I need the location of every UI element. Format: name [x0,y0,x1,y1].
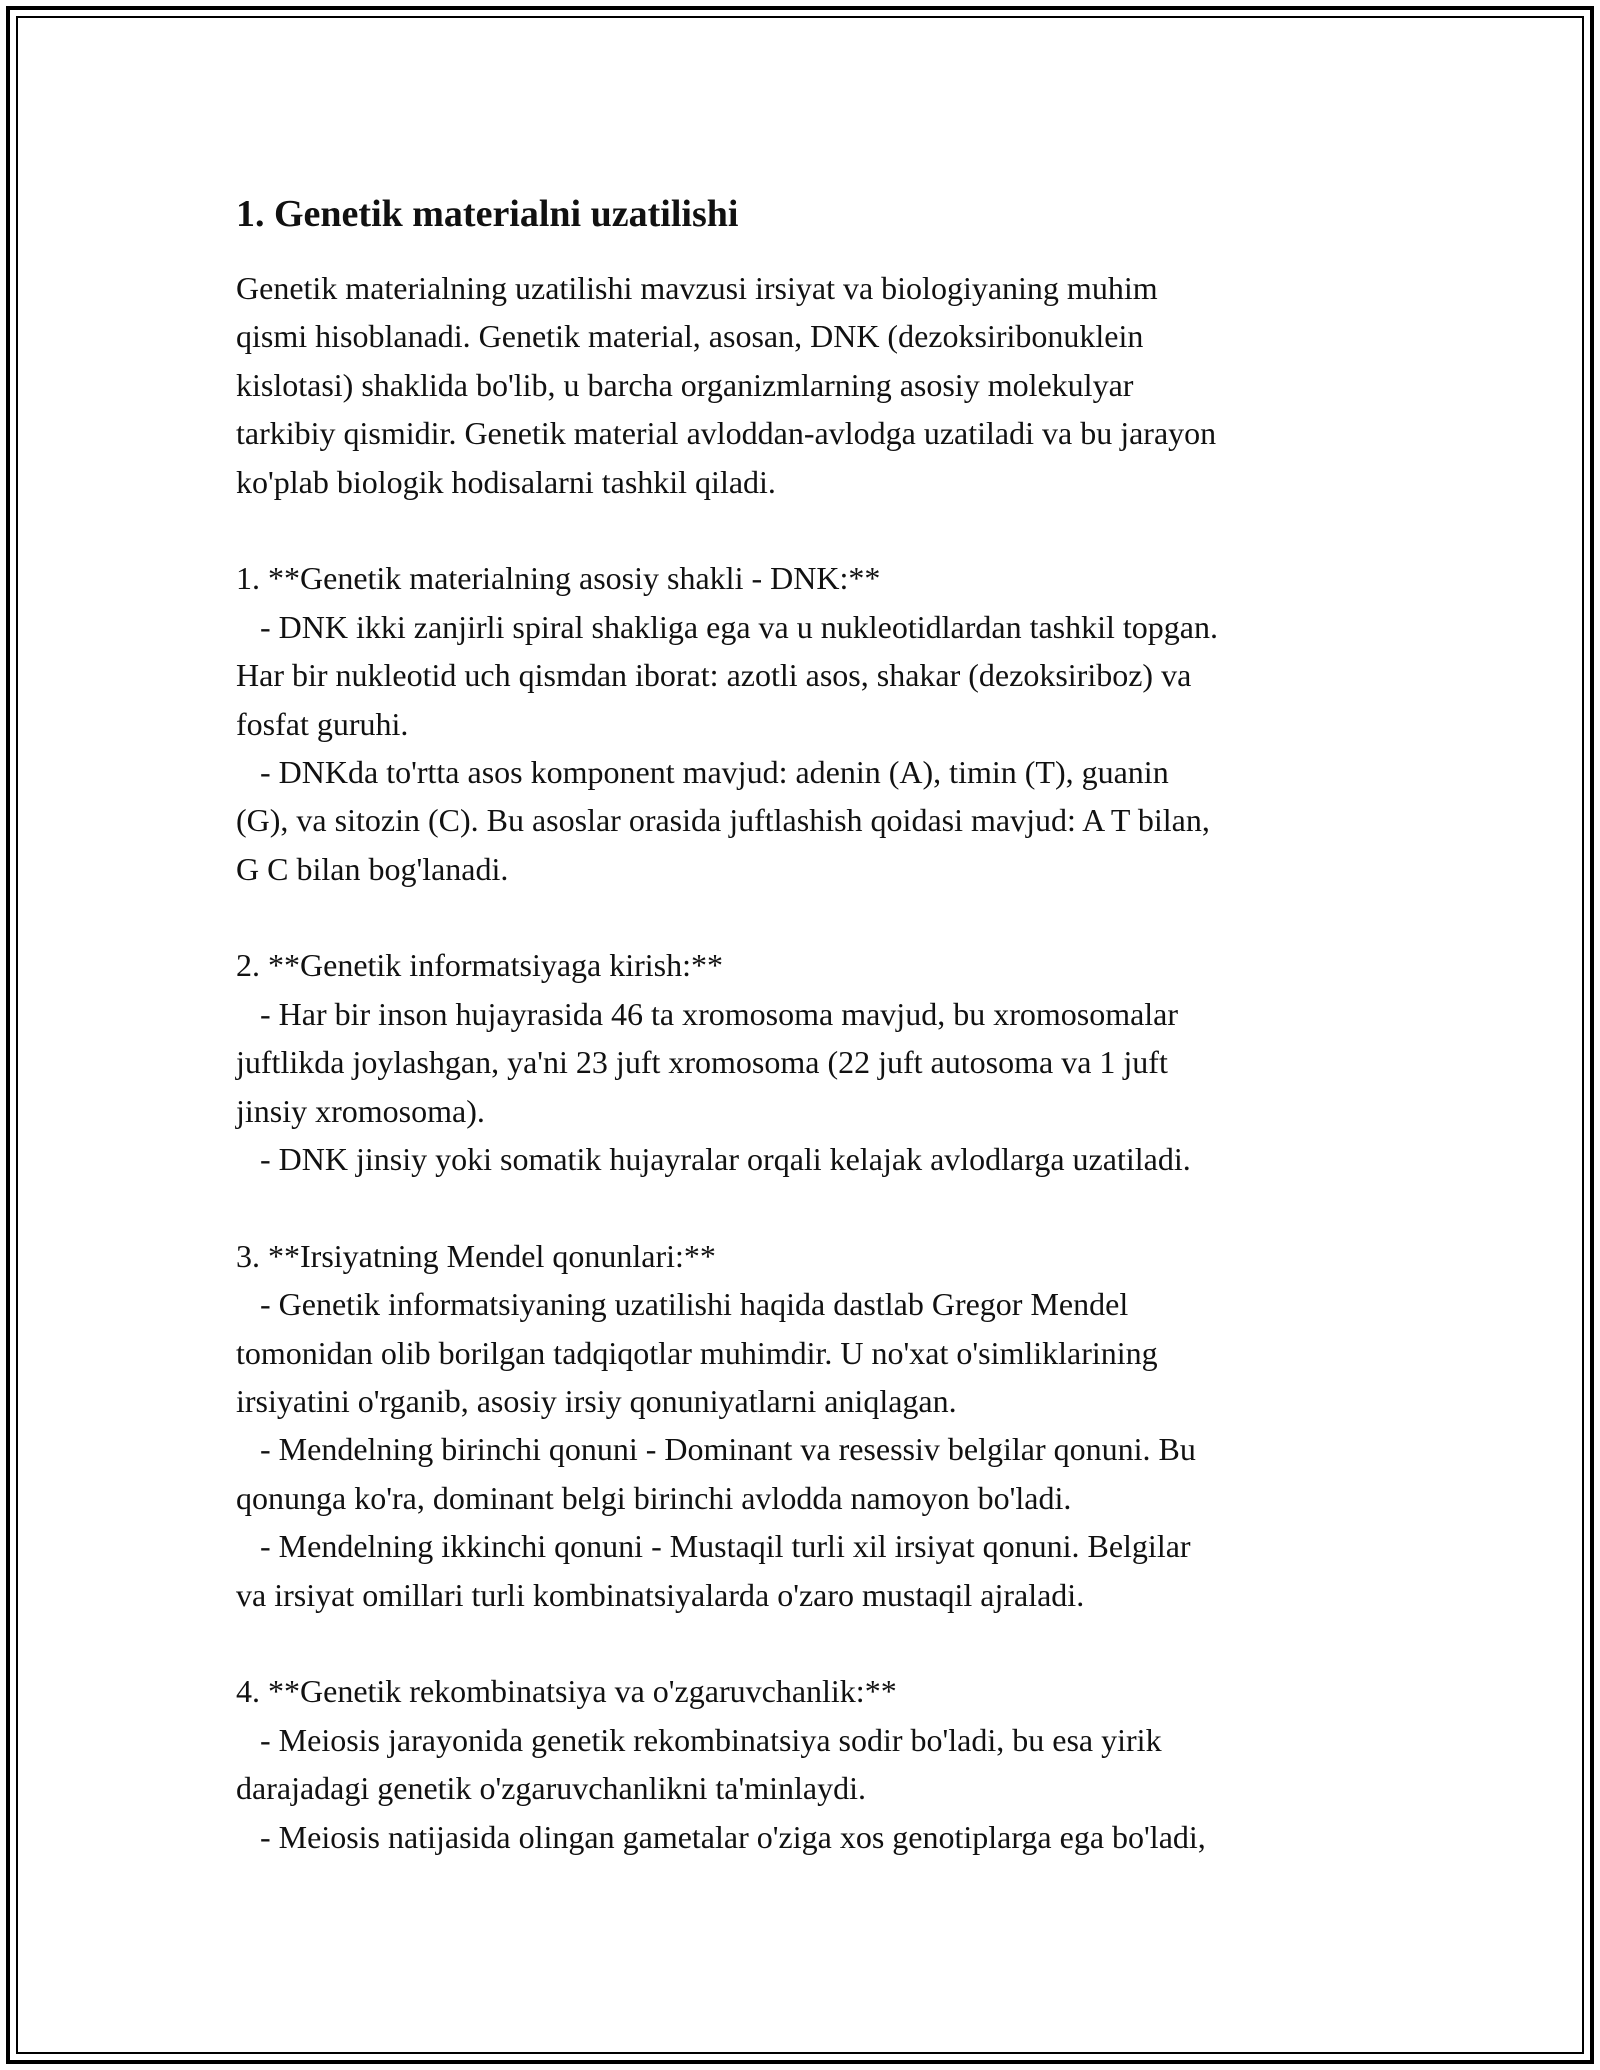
blank-line [236,1619,1376,1667]
text-line: ko'plab biologik hodisalarni tashkil qiladi. [236,463,776,500]
text-line: jinsiy xromosoma). [236,1092,485,1129]
text-line: Genetik materialning uzatilishi mavzusi irsiyat va biologiyaning muhim [236,270,1158,306]
blank-line [236,1183,1376,1231]
text-line: (G), va sitozin (C). Bu asoslar orasida juftlashish qoidasi mavjud: A T bilan, [236,802,1210,839]
text-line: kislotasi) shaklida bo'lib, u barcha organizmlarning asosiy molekulyar [236,366,1134,403]
document-body [236,186,1376,1861]
text-line: va irsiyat omillari turli kombinatsiyalarda o'zaro mustaqil ajraladi. [236,1576,1085,1613]
text-line: juftlikda joylashgan, ya'ni 23 juft xromosoma (22 juft autosoma va 1 juft [236,1044,1168,1081]
text-line: qonunga ko'ra, dominant belgi birinchi avlodda namoyon bo'ladi. [236,1479,1072,1516]
text-line: 2. **Genetik informatsiyaga kirish:** [236,947,724,984]
text-line: fosfat guruhi. [236,705,409,742]
text-line: - DNKda to'rtta asos komponent mavjud: adenin (A), timin (T), guanin [236,753,1169,790]
text-line: - Mendelning ikkinchi qonuni - Mustaqil turli xil irsiyat qonuni. Belgilar [236,1528,1191,1565]
text-line: - DNK ikki zanjirli spiral shakliga ega va u nukleotidlardan tashkil topgan. [236,608,1218,645]
text-line: - DNK jinsiy yoki somatik hujayralar orqali kelajak avlodlarga uzatiladi. [236,1141,1191,1178]
text-line: 4. **Genetik rekombinatsiya va o'zgaruvchanlik:** [236,1673,897,1710]
text-line: qismi hisoblanadi. Genetik material, asosan, DNK (dezoksiribonuklein [236,318,1144,355]
document-title: 1. Genetik materialni uzatilishi [236,193,739,235]
text-line: tarkibiy qismidir. Genetik material avloddan-avlodga uzatiladi va bu jarayon [236,415,1217,452]
text-line: Har bir nukleotid uch qismdan iborat: azotli asos, shakar (dezoksiriboz) va [236,657,1192,694]
text-line: - Genetik informatsiyaning uzatilishi haqida dastlab Gregor Mendel [236,1286,1129,1323]
text-line: G C bilan bog'lanadi. [236,850,509,887]
document-text [236,264,1376,1861]
text-line: darajadagi genetik o'zgaruvchanlikni ta'minlaydi. [236,1770,866,1807]
text-line: - Meiosis natijasida olingan gametalar o'ziga xos genotiplarga ega bo'ladi, [236,1818,1206,1855]
text-line: - Har bir inson hujayrasida 46 ta xromosoma mavjud, bu xromosomalar [236,995,1179,1032]
text-line: 1. **Genetik materialning asosiy shakli - DNK:** [236,560,881,597]
text-line: - Mendelning birinchi qonuni - Dominant va resessiv belgilar qonuni. Bu [236,1431,1196,1468]
text-line: 3. **Irsiyatning Mendel qonunlari:** [236,1237,716,1274]
blank-line [236,506,1376,554]
blank-line [236,893,1376,941]
text-line: - Meiosis jarayonida genetik rekombinatsiya sodir bo'ladi, bu esa yirik [236,1721,1162,1758]
text-line: tomonidan olib borilgan tadqiqotlar muhimdir. U no'xat o'simliklarining [236,1334,1158,1371]
text-line: irsiyatini o'rganib, asosiy irsiy qonuniyatlarni aniqlagan. [236,1382,957,1419]
